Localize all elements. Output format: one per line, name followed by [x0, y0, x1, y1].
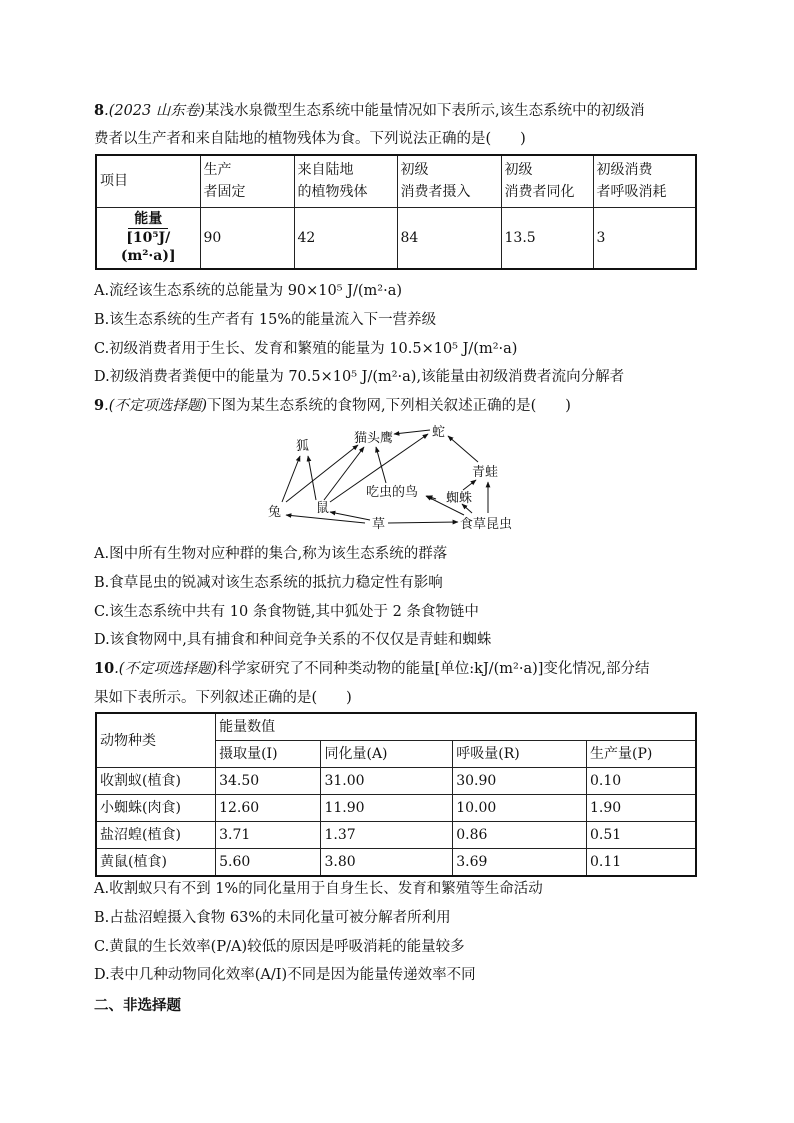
q10-col-header: 生产量(P)	[587, 741, 696, 768]
q8-col-header: 初级 消费者同化	[501, 155, 593, 207]
table-row	[96, 849, 696, 877]
q9-option-a: A.图中所有生物对应种群的集合,称为该生态系统的群落	[94, 546, 448, 562]
q8-value-cell: 42	[294, 207, 397, 269]
q8-stem-line1	[94, 101, 645, 121]
q10-number: 10	[94, 660, 115, 677]
table-cell: 0.10	[587, 768, 696, 795]
node-bird: 吃虫的鸟	[366, 485, 419, 500]
table-cell: 1.37	[321, 822, 453, 849]
q8-option-b: B.该生态系统的生产者有 15%的能量流入下一营养级	[94, 312, 437, 328]
q8-option-a: A.流经该生态系统的总能量为 90×10⁵ J/(m²·a)	[94, 283, 402, 299]
q9-stem: 9.(不定项选择题)下图为某生态系统的食物网,下列相关叙述正确的是( )	[94, 397, 571, 414]
q8-stem-line2: 费者以生产者和来自陆地的植物残体为食。下列说法正确的是( )	[94, 131, 526, 147]
q10-header-row1	[96, 713, 696, 741]
q8-value-cell: 13.5	[501, 207, 593, 269]
node-rabbit: 兔	[268, 505, 282, 520]
q8-option-c: C.初级消费者用于生长、发育和繁殖的能量为 10.5×10⁵ J/(m²·a)	[94, 341, 518, 357]
q10-col-header: 摄取量(I)	[216, 741, 321, 768]
table-cell: 0.11	[587, 849, 696, 877]
q8-col-header: 初级消费 者呼吸消耗	[593, 155, 696, 207]
q9-number: 9	[94, 397, 105, 414]
food-web-labels	[268, 424, 512, 532]
q9-option-c: C.该生态系统中共有 10 条食物链,其中狐处于 2 条食物链中	[94, 604, 479, 620]
food-web-diagram	[260, 420, 540, 540]
node-frog: 青蛙	[472, 465, 499, 480]
q10-source: .(不定项选择题)	[114, 661, 218, 677]
arrow-mouse-fox	[308, 456, 316, 500]
q10-stem-line2: 果如下表所示。下列叙述正确的是( )	[94, 690, 352, 706]
q9-option-b: B.食草昆虫的锐减对该生态系统的抵抗力稳定性有影响	[94, 575, 443, 591]
q8-stem-text1: 某浅水泉微型生态系统中能量情况如下表所示,该生态系统中的初级消	[205, 103, 645, 119]
table-cell: 3.80	[321, 849, 453, 877]
q8-number: 8	[94, 102, 105, 119]
q10-option-c: C.黄鼠的生长效率(P/A)较低的原因是呼吸消耗的能量较多	[94, 939, 465, 955]
q8-col-header: 来自陆地 的植物残体	[294, 155, 397, 207]
q10-option-b: B.占盐沼蝗摄入食物 63%的未同化量可被分解者所利用	[94, 910, 451, 926]
q10-animal-header: 动物种类	[96, 713, 216, 768]
table-cell: 10.00	[453, 795, 587, 822]
q9-option-d: D.该食物网中,具有捕食和种间竞争关系的不仅仅是青蛙和蜘蛛	[94, 632, 492, 648]
table-cell: 3.69	[453, 849, 587, 877]
q10-option-a: A.收割蚁只有不到 1%的同化量用于自身生长、发育和繁殖等生命活动	[94, 881, 543, 897]
table-row	[96, 822, 696, 849]
table-cell: 31.00	[321, 768, 453, 795]
node-owl: 猫头鹰	[354, 431, 394, 446]
animal-name: 小蜘蛛(肉食)	[96, 795, 216, 822]
q8-col-header: 生产 者固定	[200, 155, 294, 207]
table-cell: 0.86	[453, 822, 587, 849]
q8-value-cell: 3	[593, 207, 696, 269]
table-cell: 0.51	[587, 822, 696, 849]
table-cell: 30.90	[453, 768, 587, 795]
table-cell: 5.60	[216, 849, 321, 877]
node-snake: 蛇	[432, 425, 446, 440]
q10-option-d: D.表中几种动物同化效率(A/I)不同是因为能量传递效率不同	[94, 967, 476, 983]
node-grass: 草	[372, 517, 386, 532]
arrow-rabbit-fox	[282, 456, 300, 502]
q9-source: .(不定项选择题)	[104, 398, 208, 414]
arrow-snake-owl	[394, 430, 430, 434]
q10-col-header: 呼吸量(R)	[453, 741, 587, 768]
q8-energy-table	[95, 154, 697, 270]
q8-option-d: D.初级消费者粪便中的能量为 70.5×10⁵ J/(m²·a),该能量由初级消费者流向分解者	[94, 369, 625, 385]
animal-name: 收割蚁(植食)	[96, 768, 216, 795]
table-row	[96, 795, 696, 822]
section-title: 二、非选择题	[94, 998, 181, 1014]
animal-name: 盐沼蝗(植食)	[96, 822, 216, 849]
q10-value-header: 能量数值	[216, 713, 696, 741]
q8-row-header: 项目	[96, 155, 200, 207]
node-spider: 蜘蛛	[446, 491, 473, 506]
table-cell: 34.50	[216, 768, 321, 795]
arrow-grass-insect	[388, 522, 458, 523]
node-fox: 狐	[296, 439, 310, 454]
q10-stem-line1: 10.(不定项选择题)科学家研究了不同种类动物的能量[单位:kJ/(m²·a)]变化情况,部分结	[94, 660, 650, 677]
arrow-frog-snake	[448, 436, 478, 462]
node-mouse: 鼠	[316, 501, 330, 516]
q10-col-header: 同化量(A)	[321, 741, 453, 768]
table-cell: 11.90	[321, 795, 453, 822]
q10-energy-table	[95, 712, 697, 877]
animal-name: 黄鼠(植食)	[96, 849, 216, 877]
table-cell: 3.71	[216, 822, 321, 849]
arrow-grass-mouse	[330, 512, 370, 520]
q8-value-cell: 84	[397, 207, 501, 269]
table-row	[96, 768, 696, 795]
q8-header-row	[96, 155, 696, 207]
arrow-bird-owl	[376, 447, 386, 483]
node-insect: 食草昆虫	[460, 517, 513, 532]
arrow-spider-frog	[463, 480, 476, 490]
table-cell: 12.60	[216, 795, 321, 822]
q8-energy-label: 能量 [10⁵J/ (m²·a)]	[96, 207, 200, 269]
q8-value-row	[96, 207, 696, 269]
q8-value-cell: 90	[200, 207, 294, 269]
q8-source: .(2023 山东卷)	[104, 103, 206, 119]
table-cell: 1.90	[587, 795, 696, 822]
q8-col-header: 初级 消费者摄入	[397, 155, 501, 207]
